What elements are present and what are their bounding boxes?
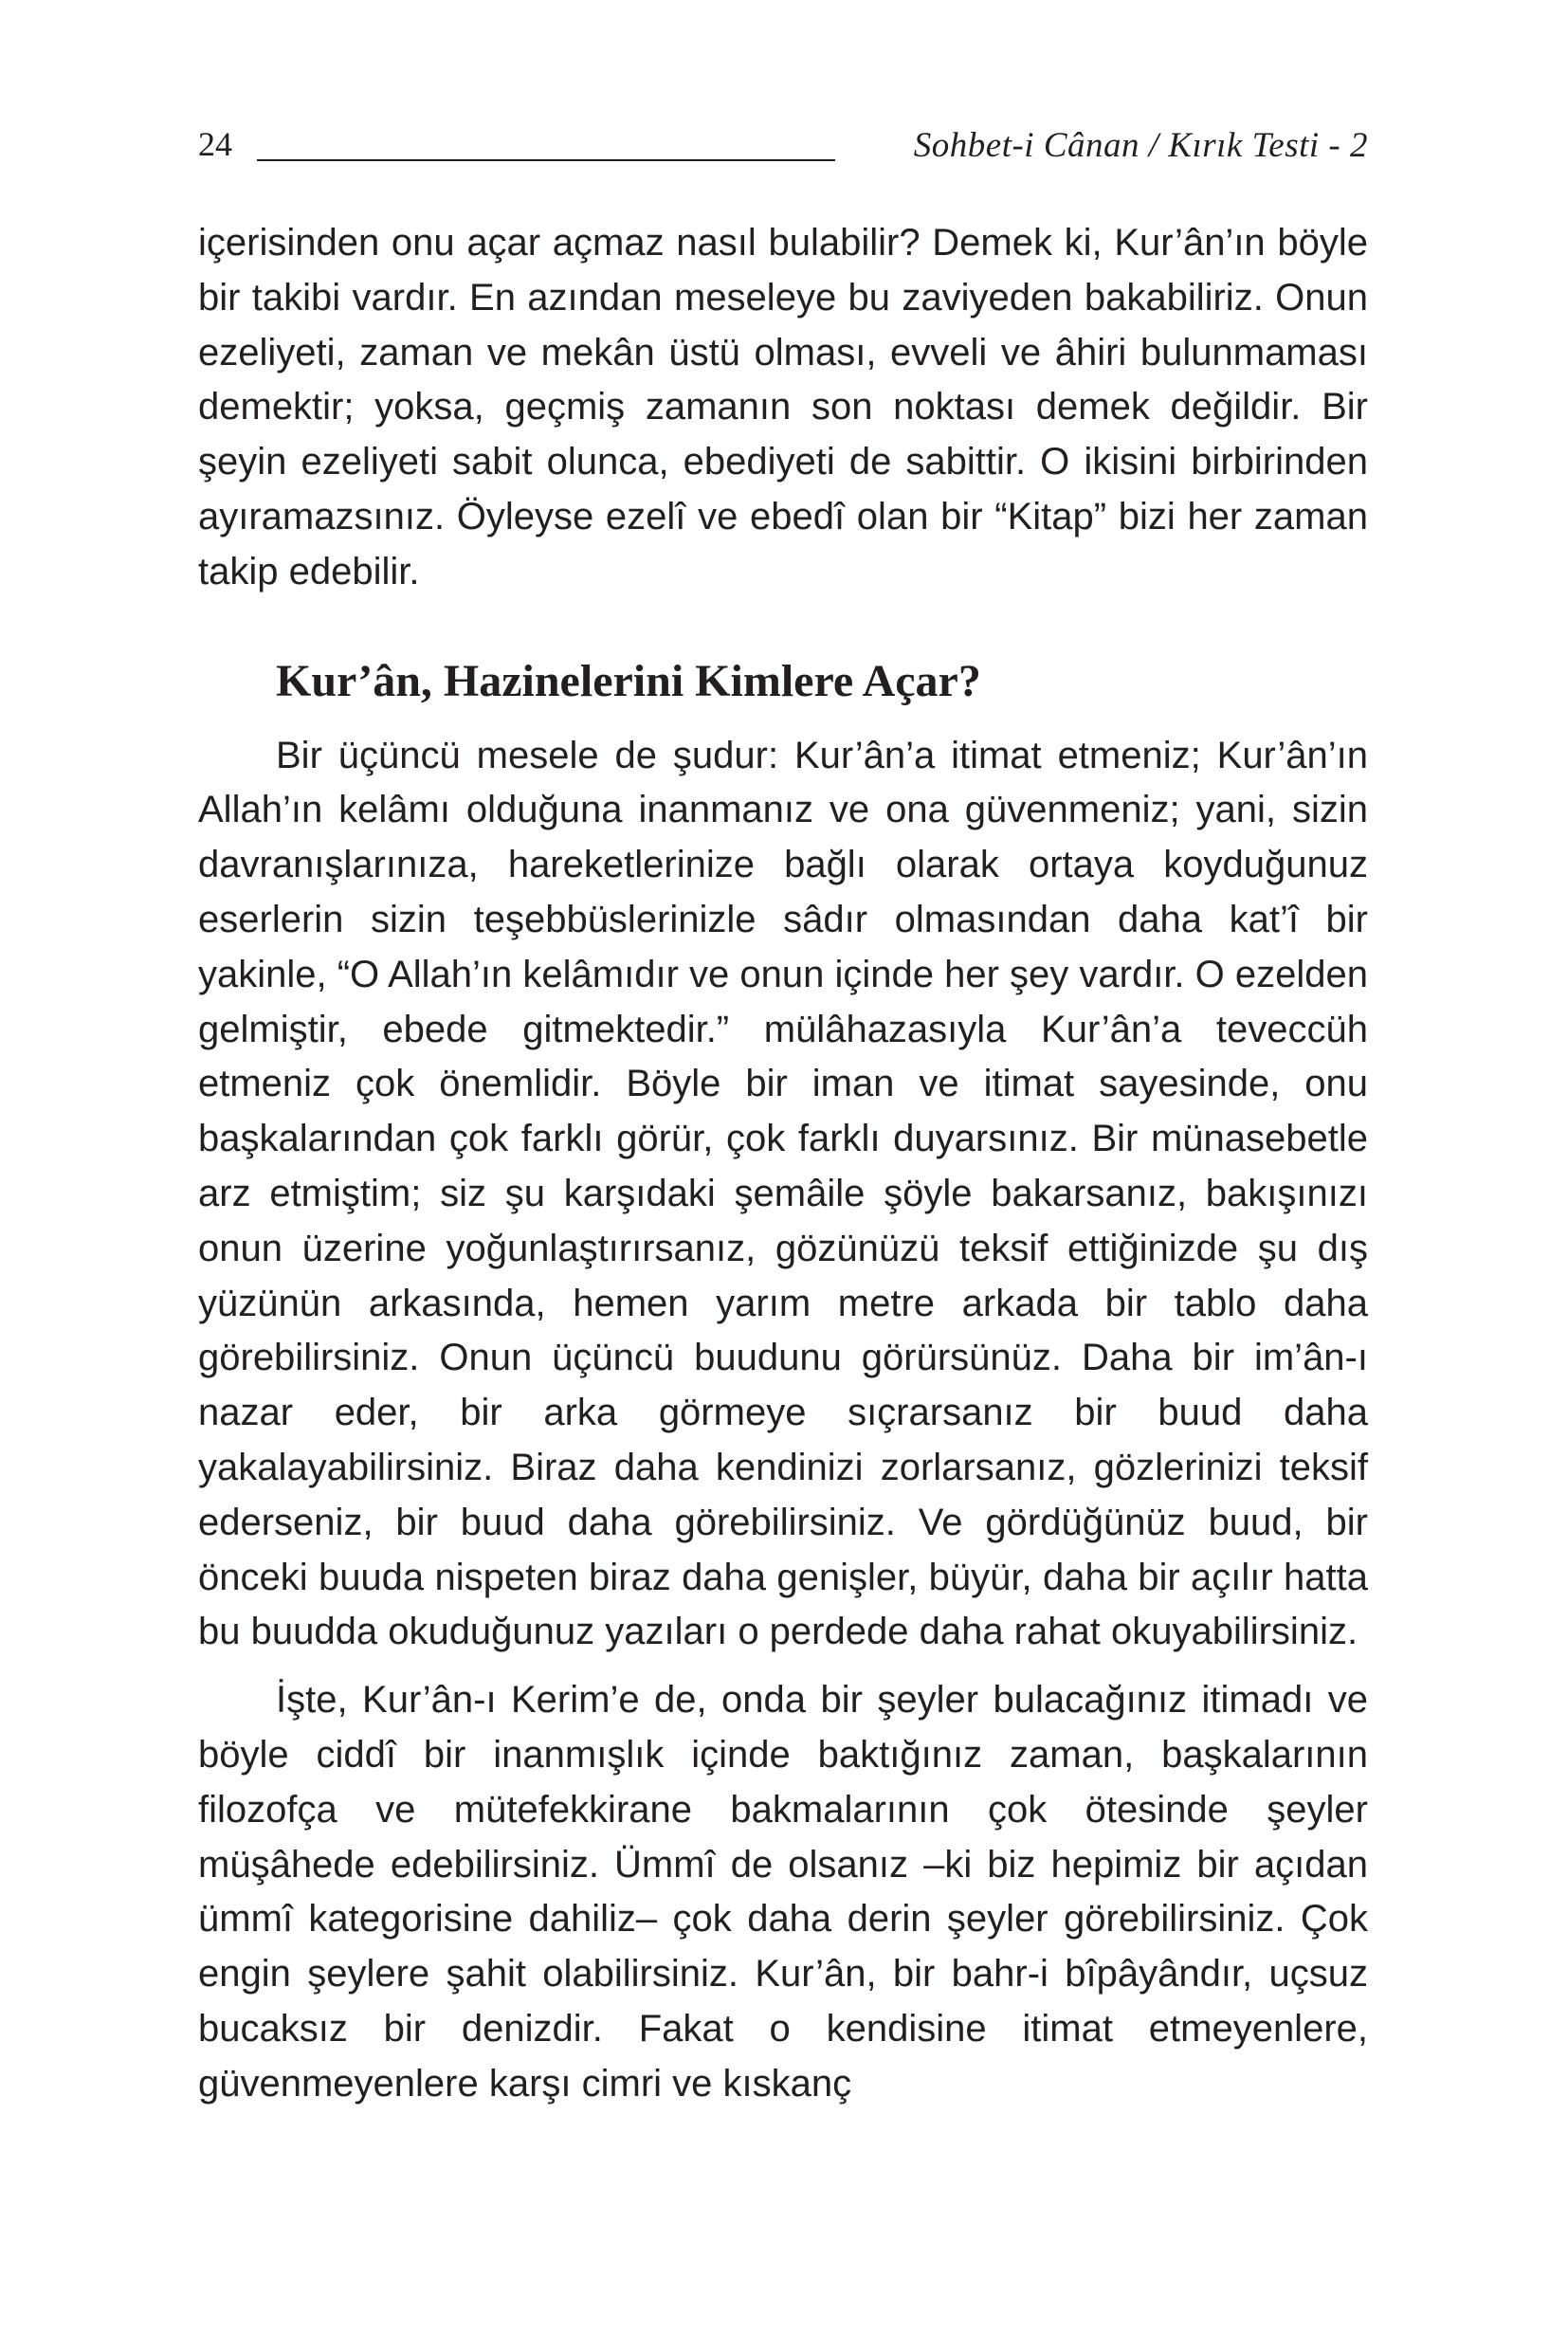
paragraph: İşte, Kur’ân-ı Kerim’e de, onda bir şeyler bulacağınız itimadı ve böyle ciddî bir inanmışlık içinde baktığınız zaman, başkalarının filozofça ve mütefekkirane bakmalarının çok ötesinde şeyler müşâhede edebilirsiniz. Ümmî de olsanız –ki biz hepimiz bir açıdan ümmî kategorisine dahiliz– çok daha derin şeyler görebilirsiniz. Çok engin şeylere şahit olabilirsiniz. Kur’ân, bir bahr-i bîpâyândır, uçsuz bucaksız bir denizdir. Fakat o kendisine itimat etmeyenlere, güvenmeyenlere karşı cimri ve kıskanç <box>198 1679 1368 2105</box>
paragraph: Bir üçüncü mesele de şudur: Kur’ân’a itimat etmeniz; Kur’ân’ın Allah’ın kelâmı olduğuna inanmanız ve ona güvenmeniz; yani, sizin davranışlarınıza, hareketlerinize bağlı olarak ortaya koyduğunuz eserlerin sizin teşebbüslerinizle sâdır olmasından daha kat’î bir yakinle, “O Allah’ın kelâmıdır ve onun içinde her şey vardır. O ezelden gelmiştir, ebede gitmektedir.” mülâhazasıyla Kur’ân’a teveccüh etmeniz çok önemlidir. Böyle bir iman ve itimat sayesinde, onu başkalarından çok farklı görür, çok farklı duyarsınız. Bir münasebetle arz etmiştim; siz şu karşıdaki şemâile şöyle bakarsanız, bakışınızı onun üzerine yoğunlaştırırsanız, gözünüzü teksif ettiğinizde şu dış yüzünün arkasında, hemen yarım metre arkada bir tablo daha görebilirsiniz. Onun üçüncü buudunu görürsünüz. Daha bir im’ân-ı nazar eder, bir arka görmeye sıçrarsanız bir buud daha yakalayabilirsiniz. Biraz daha kendinizi zorlarsanız, gözlerinizi teksif ederseniz, bir buud daha görebilirsiniz. Ve gördüğünüz buud, bir önceki buuda nispeten biraz daha genişler, büyür, daha bir açılır hatta bu buudda okuduğunuz yazıları o perdede daha rahat okuyabilirsiniz. <box>198 734 1368 1653</box>
section-heading: Kur’ân, Hazinelerini Kimlere Açar? <box>276 655 981 706</box>
page-number: 24 <box>198 125 232 163</box>
running-title: Sohbet-i Cânan / Kırık Testi - 2 <box>913 126 1368 165</box>
running-head <box>198 121 1368 178</box>
paragraph-continued: içerisinden onu açar açmaz nasıl bulabilir? Demek ki, Kur’ân’ın böyle bir takibi vardır. En azından meseleye bu zaviyeden bakabiliriz. Onun ezeliyeti, zaman ve mekân üstü olması, evveli ve âhiri bulunmaması demektir; yoksa, geçmiş zamanın son noktası demek değildir. Bir şeyin ezeliyeti sabit olunca, ebediyeti de sabittir. O ikisini birbirinden ayıramazsınız. Öyleyse ezelî ve ebedî olan bir “Kitap” bizi her zaman takip edebilir. <box>198 222 1368 592</box>
main-text <box>198 216 1368 2112</box>
header-rule <box>257 159 835 161</box>
